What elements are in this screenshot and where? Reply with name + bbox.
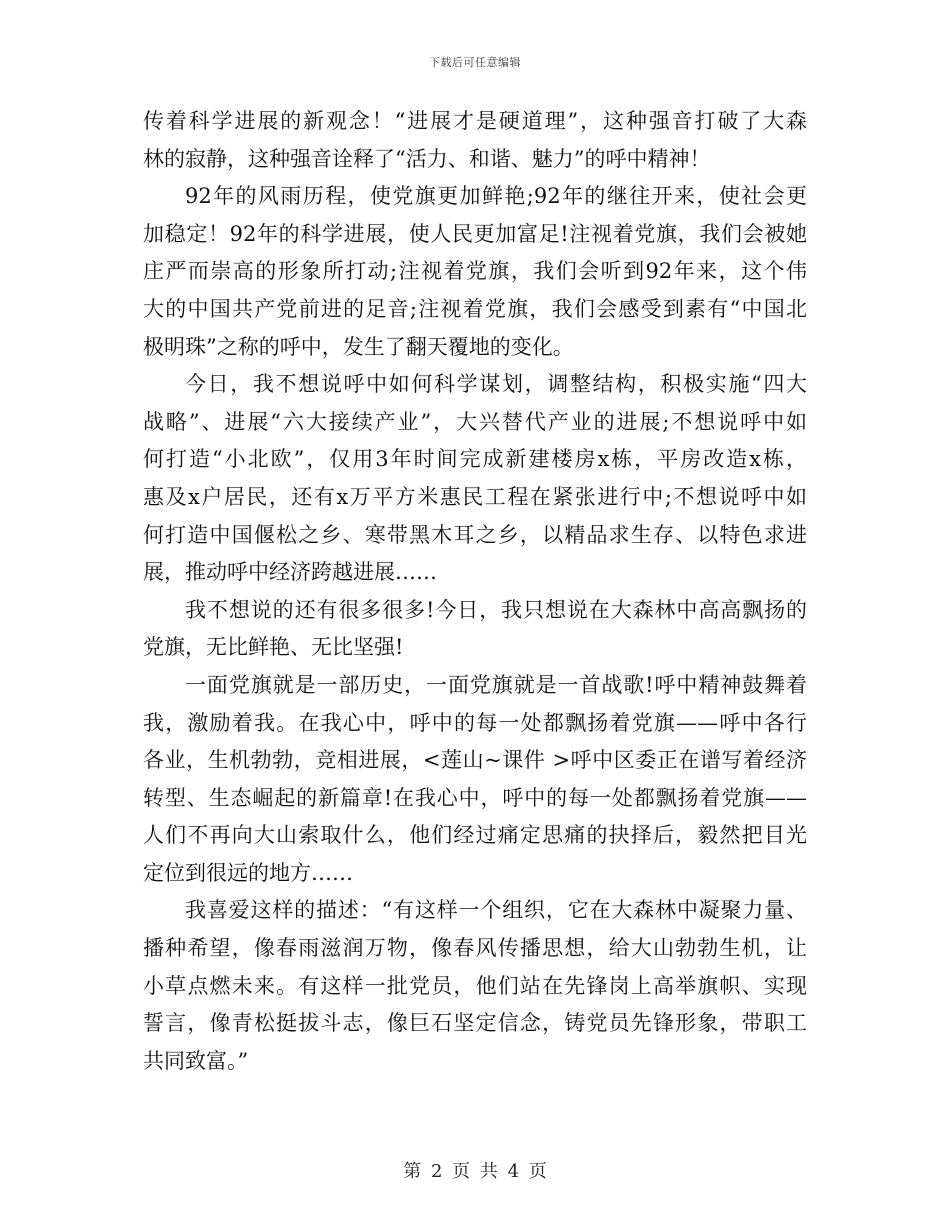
text-line: 林的寂静，这种强音诠释了“活力、和谐、魅力”的呼中精神！ — [143, 146, 711, 171]
text-line: 转型、生态崛起的新篇章!在我心中，呼中的每一处都飘扬着党旗—— — [143, 785, 807, 810]
page-number: 第 2 页 共 4 页 — [403, 1161, 547, 1182]
text-line: 我不想说的还有很多很多!今日，我只想说在大森林中高高飘扬的 — [185, 597, 807, 622]
text-line: 今日，我不想说呼中如何科学谋划，调整结构，积极实施“四大 — [185, 372, 807, 397]
text-line: 战略”、进展“六大接续产业”，大兴替代产业的进展;不想说呼中如 — [143, 409, 807, 434]
text-line: 誓言，像青松挺拔斗志，像巨石坚定信念，铸党员先锋形象，带职工 — [143, 1011, 807, 1036]
document-body — [143, 103, 807, 1080]
text-line: 加稳定！92年的科学进展，使人民更加富足!注视着党旗，我们会被她 — [143, 221, 807, 246]
text-line: 我喜爱这样的描述：“有这样一个组织，它在大森林中凝聚力量、 — [185, 898, 807, 923]
text-line: 何打造“小北欧”，仅用3年时间完成新建楼房x栋，平房改造x栋， — [143, 447, 807, 472]
text-line: 何打造中国偃松之乡、寒带黑木耳之乡，以精品求生存、以特色求进 — [143, 522, 807, 547]
text-line: 展，推动呼中经济跨越进展…… — [143, 560, 437, 585]
text-line: 92年的风雨历程，使党旗更加鲜艳;92年的继往开来，使社会更 — [185, 184, 807, 209]
text-line: 定位到很远的地方…… — [143, 860, 353, 885]
text-line: 惠及x户居民，还有x万平方米惠民工程在紧张进行中;不想说呼中如 — [143, 484, 807, 509]
page-header: 下载后可任意编辑 — [429, 56, 521, 69]
text-line: 小草点燃未来。有这样一批党员，他们站在先锋岗上高举旗帜、实现 — [143, 973, 807, 998]
text-line: 党旗，无比鲜艳、无比坚强! — [143, 635, 404, 660]
text-line: 人们不再向大山索取什么，他们经过痛定思痛的抉择后，毅然把目光 — [143, 823, 807, 848]
text-line: 极明珠”之称的呼中，发生了翻天覆地的变化。 — [143, 334, 574, 359]
text-line: 庄严而崇高的形象所打动;注视着党旗，我们会听到92年来，这个伟 — [143, 259, 807, 284]
text-line: 一面党旗就是一部历史，一面党旗就是一首战歌!呼中精神鼓舞着 — [185, 672, 807, 697]
text-line: 播种希望，像春雨滋润万物，像春风传播思想，给大山勃勃生机，让 — [143, 936, 807, 961]
text-line: 共同致富。” — [143, 1048, 249, 1073]
text-line: 大的中国共产党前进的足音;注视着党旗，我们会感受到素有“中国北 — [143, 296, 807, 321]
text-line: 我，激励着我。在我心中，呼中的每一处都飘扬着党旗——呼中各行 — [143, 710, 807, 735]
text-line: 传着科学进展的新观念！“进展才是硬道理”，这种强音打破了大森 — [143, 109, 807, 133]
text-line: 各业，生机勃勃，竞相进展，<莲山~课件 >呼中区委正在谱写着经济 — [143, 748, 807, 773]
